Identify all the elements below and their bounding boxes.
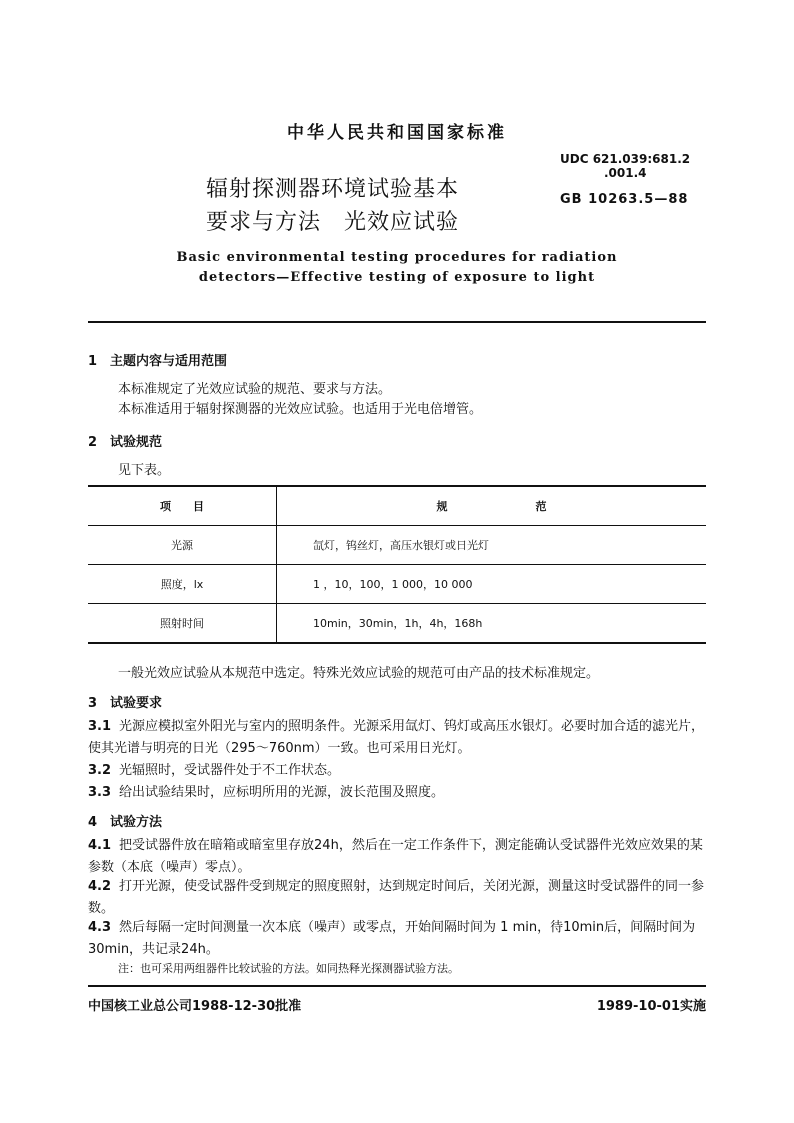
standard-title-line1: 辐射探测器环境试验基本	[206, 177, 460, 202]
clause-4-2: 4.2 打开光源，使受试器件受到规定的照度照射，达到规定时间后，关闭光源，测量这时受试器件的同一参数。	[88, 879, 705, 916]
table-row	[88, 604, 706, 644]
section-2-para-1: 见下表。	[118, 463, 171, 478]
table-row	[88, 565, 706, 604]
table-cell-spec: 1 ，10，100，1 000，10 000	[277, 565, 707, 604]
section-1-para-1: 本标准规定了光效应试验的规范、要求与方法。	[118, 382, 392, 397]
standard-title-line2: 要求与方法 光效应试验	[206, 210, 460, 235]
udc-code: UDC 621.039:681.2	[560, 152, 691, 166]
section-4-note: 注：也可采用两组器件比较试验的方法。如同热释光探测器试验方法。	[118, 962, 459, 975]
table-cell-spec: 氙灯，钨丝灯，高压水银灯或日光灯	[277, 526, 707, 565]
clause-4-3: 4.3 然后每隔一定时间测量一次本底（噪声）或零点，开始间隔时间为 1 min，待10min后，间隔时间为30min，共记录24h。	[88, 920, 696, 957]
clause-3-2: 3.2 光辐照时，受试器件处于不工作状态。	[88, 763, 341, 778]
section-2-heading: 2 试验规范	[88, 435, 163, 450]
table-header-spec: 规 范	[277, 486, 707, 526]
implementation-date: 1989-10-01实施	[596, 999, 706, 1014]
section-3-heading: 3 试验要求	[88, 696, 163, 711]
table-header-item: 项 目	[88, 486, 277, 526]
clause-3-3: 3.3 给出试验结果时，应标明所用的光源，波长范围及照度。	[88, 785, 445, 800]
udc-code-cont: .001.4	[604, 166, 647, 180]
section-4-heading: 4 试验方法	[88, 815, 163, 830]
table-header-row	[88, 486, 706, 526]
table-cell-item: 光源	[88, 526, 277, 565]
table-cell-spec: 10min，30min，1h，4h，168h	[277, 604, 707, 644]
section-1-heading: 1 主题内容与适用范围	[88, 354, 228, 369]
issuing-authority: 中华人民共和国国家标准	[287, 123, 507, 143]
section-2-after-table: 一般光效应试验从本规范中选定。特殊光效应试验的规范可由产品的技术标准规定。	[118, 666, 600, 681]
footer-divider	[88, 985, 706, 987]
section-1-para-2: 本标准适用于辐射探测器的光效应试验。也适用于光电倍增管。	[118, 402, 483, 417]
table-row	[88, 526, 706, 565]
clause-3-1: 3.1 光源应模拟室外阳光与室内的照明条件。光源采用氙灯、钨灯或高压水银灯。必要时加合适的滤光片，使其光谱与明亮的日光（295～760nm）一致。也可采用日光灯。	[88, 719, 705, 756]
english-title-line1: Basic environmental testing procedures for radiation	[176, 250, 618, 265]
header-divider	[88, 321, 706, 323]
clause-4-1: 4.1 把受试器件放在暗箱或暗室里存放24h，然后在一定工作条件下，测定能确认受试器件光效应效果的某参数（本底（噪声）零点）。	[88, 838, 703, 875]
english-title-line2: detectors—Effective testing of exposure to light	[198, 270, 596, 285]
gb-number: GB 10263.5—88	[560, 192, 689, 207]
spec-table	[88, 485, 706, 644]
approval-date: 中国核工业总公司1988-12-30批准	[88, 999, 302, 1014]
table-cell-item: 照度，lx	[88, 565, 277, 604]
table-cell-item: 照射时间	[88, 604, 277, 644]
